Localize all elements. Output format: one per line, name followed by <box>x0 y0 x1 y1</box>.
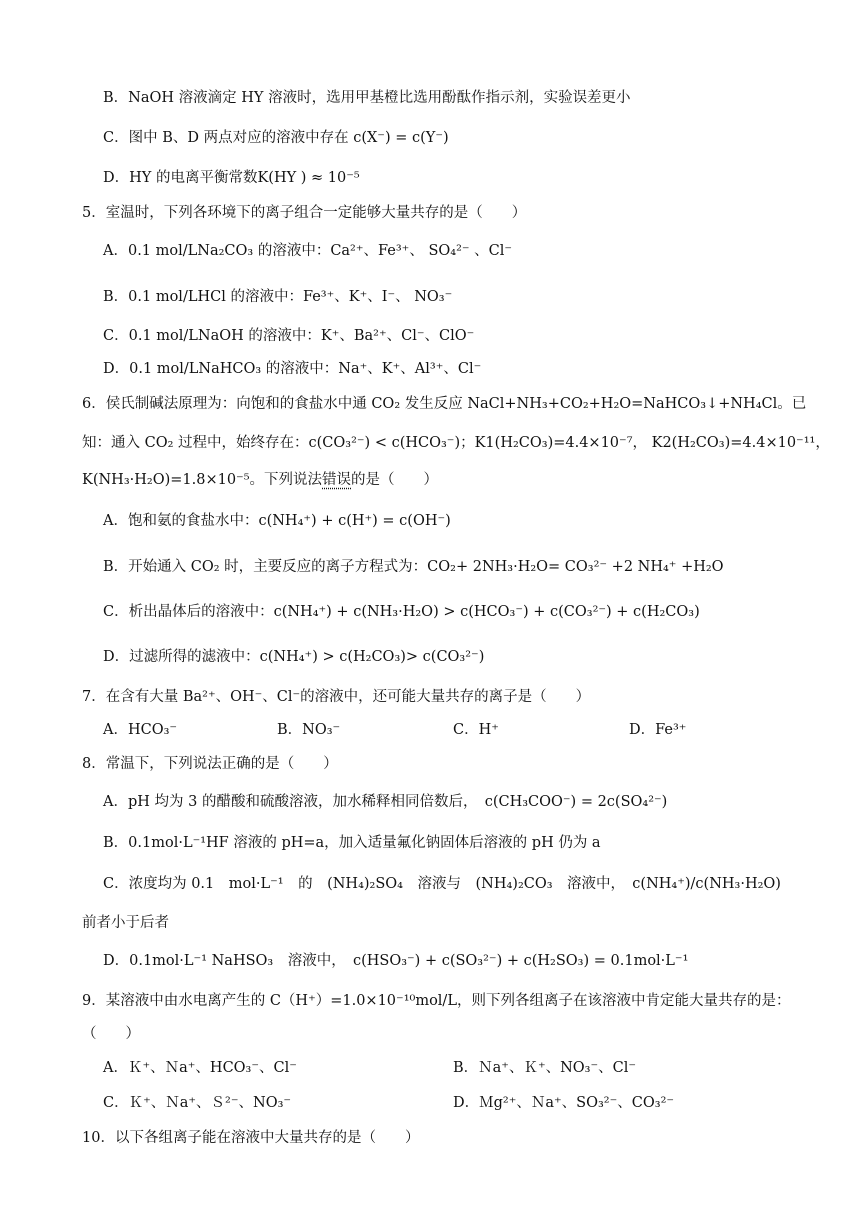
q6-option-a: A．饱和氨的食盐水中：c(NH₄⁺) + c(H⁺) = c(OH⁻) <box>103 513 451 529</box>
q8-option-b: B．0.1mol·L⁻¹HF 溶液的 pH=a，加入适量氟化钠固体后溶液的 pH 仍为 a <box>103 835 601 851</box>
q4-option-d: D．HY 的电离平衡常数K(HY ) ≈ 10⁻⁵ <box>103 170 360 186</box>
q10-stem: 10．以下各组离子能在溶液中大量共存的是（ ） <box>82 1130 420 1146</box>
q7-option-c: C．H⁺ <box>453 722 499 738</box>
q8-option-c-continued: 前者小于后者 <box>82 915 169 931</box>
q9-option-a: A．Ｋ⁺、Ｎa⁺、HCO₃⁻、Cl⁻ <box>103 1060 297 1076</box>
q8-stem: 8．常温下，下列说法正确的是（ ） <box>82 756 338 772</box>
q6-stem-text: K(NH₃·H₂O)=1.8×10⁻⁵。下列说法 <box>82 472 323 488</box>
q9-stem-line2: （ ） <box>82 1026 140 1042</box>
q7-stem: 7．在含有大量 Ba²⁺、OH⁻、Cl⁻的溶液中，还可能大量共存的离子是（ ） <box>82 689 591 705</box>
q6-stem-tail: 的是（ ） <box>351 472 439 488</box>
q6-stem-emphasis: 错误 <box>322 472 352 488</box>
q8-option-d: D．0.1mol·L⁻¹ NaHSO₃ 溶液中， c(HSO₃⁻) + c(SO₃²⁻) + c(H₂SO₃) = 0.1mol·L⁻¹ <box>103 953 689 969</box>
q6-stem-line1: 6．侯氏制碱法原理为：向饱和的食盐水中通 CO₂ 发生反应 NaCl+NH₃+CO₂+H₂O=NaHCO₃↓+NH₄Cl。已 <box>82 396 807 412</box>
q4-option-c: C．图中 B、D 两点对应的溶液中存在 c(X⁻) = c(Y⁻) <box>103 130 449 146</box>
q5-option-c: C．0.1 mol/LNaOH 的溶液中：K⁺、Ba²⁺、Cl⁻、ClO⁻ <box>103 328 475 344</box>
q7-option-a: A．HCO₃⁻ <box>103 722 178 738</box>
q5-option-a: A．0.1 mol/LNa₂CO₃ 的溶液中：Ca²⁺、Fe³⁺、 SO₄²⁻ 、Cl⁻ <box>103 243 513 259</box>
q9-stem-line1: 9．某溶液中由水电离产生的 C（H⁺）=1.0×10⁻¹⁰mol/L，则下列各组离子在该溶液中肯定能大量共存的是： <box>82 993 791 1009</box>
q4-option-b: B．NaOH 溶液滴定 HY 溶液时，选用甲基橙比选用酚酞作指示剂，实验误差更小 <box>103 90 631 106</box>
q7-option-b: B．NO₃⁻ <box>277 722 341 738</box>
q6-stem-line2: 知：通入 CO₂ 过程中，始终存在：c(CO₃²⁻) < c(HCO₃⁻)；K1(H₂CO₃)=4.4×10⁻⁷， K2(H₂CO₃)=4.4×10⁻¹¹， <box>82 435 830 451</box>
q9-option-c: C．Ｋ⁺、Ｎa⁺、Ｓ²⁻、NO₃⁻ <box>103 1095 292 1111</box>
q5-stem: 5．室温时，下列各环境下的离子组合一定能够大量共存的是（ ） <box>82 205 527 221</box>
q9-option-b: B．Ｎa⁺、Ｋ⁺、NO₃⁻、Cl⁻ <box>453 1060 637 1076</box>
q8-option-a: A．pH 均为 3 的醋酸和硫酸溶液，加水稀释相同倍数后， c(CH₃COO⁻) = 2c(SO₄²⁻) <box>103 794 668 810</box>
q6-stem-line3 <box>82 470 438 490</box>
q6-option-b: B．开始通入 CO₂ 时，主要反应的离子方程式为：CO₂+ 2NH₃·H₂O= CO₃²⁻ +2 NH₄⁺ +H₂O <box>103 559 724 575</box>
q5-option-d: D．0.1 mol/LNaHCO₃ 的溶液中：Na⁺、K⁺、Al³⁺、Cl⁻ <box>103 361 482 377</box>
q5-option-b: B．0.1 mol/LHCl 的溶液中：Fe³⁺、K⁺、I⁻、 NO₃⁻ <box>103 289 453 305</box>
q8-option-c: C．浓度均为 0.1 mol·L⁻¹ 的 (NH₄)₂SO₄ 溶液与 (NH₄)₂CO₃ 溶液中， c(NH₄⁺)/c(NH₃·H₂O) <box>103 876 781 892</box>
q6-option-c: C．析出晶体后的溶液中：c(NH₄⁺) + c(NH₃·H₂O) > c(HCO₃⁻) + c(CO₃²⁻) + c(H₂CO₃) <box>103 604 700 620</box>
q6-option-d: D．过滤所得的滤液中：c(NH₄⁺) > c(H₂CO₃)> c(CO₃²⁻) <box>103 649 485 665</box>
q9-option-d: D．Ｍg²⁺、Ｎa⁺、SO₃²⁻、CO₃²⁻ <box>453 1095 675 1111</box>
q7-option-d: D．Fe³⁺ <box>629 722 687 738</box>
